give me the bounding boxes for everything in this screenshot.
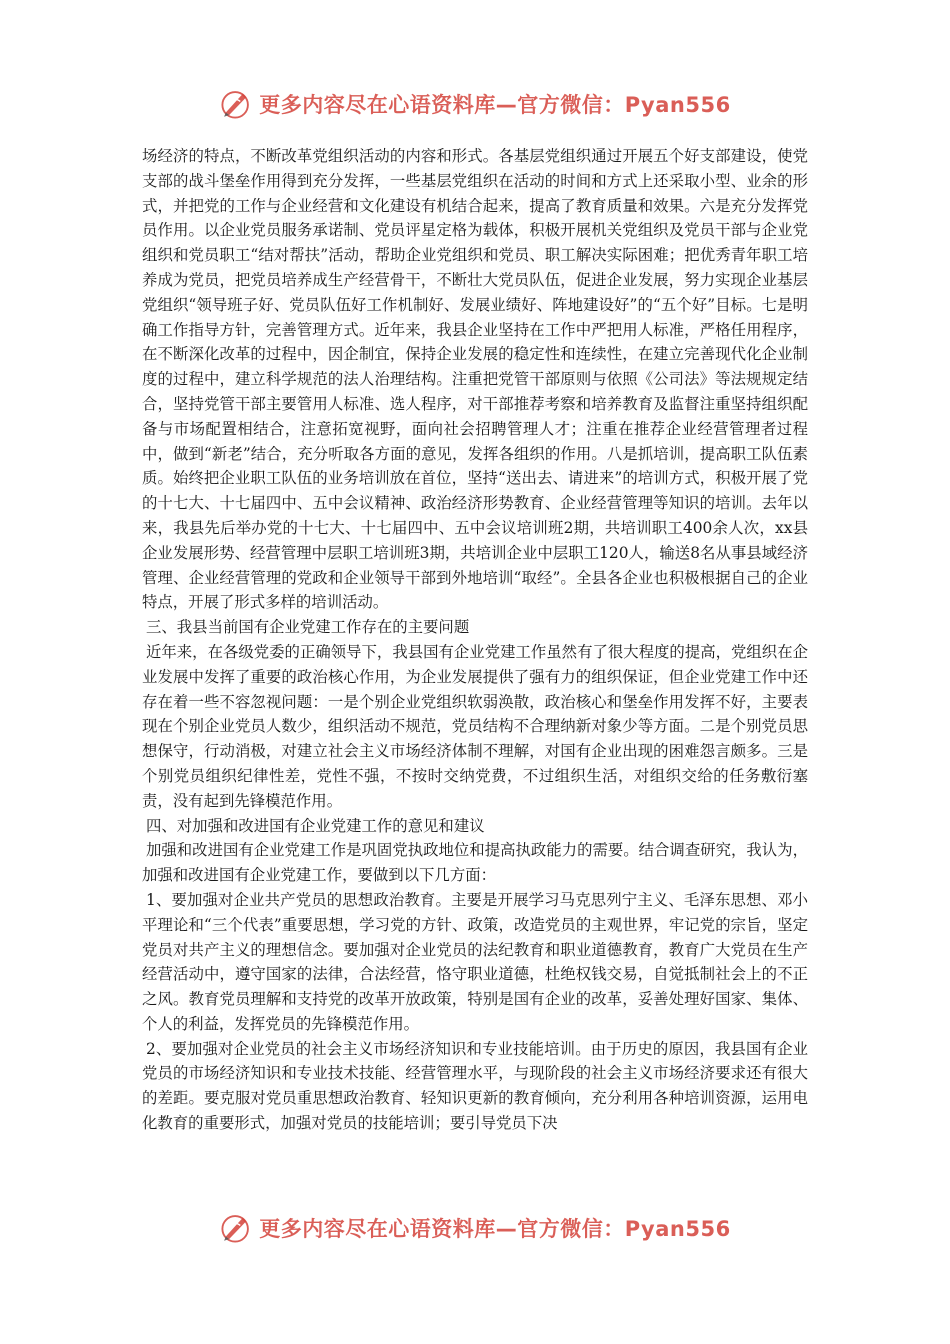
- header-watermark-banner: [0, 84, 950, 124]
- header-watermark-text: 更多内容尽在心语资料库—官方微信：Pyan556: [259, 93, 731, 117]
- section-heading-3: 三、我县当前国有企业党建工作存在的主要问题: [146, 618, 470, 637]
- paragraph-problems: 近年来，在各级党委的正确领导下，我县国有企业党建工作虽然有了很大程度的提高，党组织在企业发展中发挥了重要的政治核心作用，为企业发展提供了强有力的组织保证，但企业党建工作中还存在着一些不容忽视问题：一是个别企业党组织软弱涣散，政治核心和堡垒作用发挥不好，主要表现在个别企业党员人数少，组织活动不规范，党员结构不合理纳新对象少等方面。二是个别党员思想保守，行动消极，对建立社会主义市场经济体制不理解，对国有企业出现的困难怨言颇多。三是个别党员组织纪律性差，党性不强，不按时交纳党费，不过组织生活，对组织交给的任务敷衍塞责，没有起到先锋模范作用。: [142, 642, 808, 810]
- document-body: [142, 144, 808, 1194]
- paragraph-suggestions-intro: 加强和改进国有企业党建工作是巩固党执政地位和提高执政能力的需要。结合调查研究，我认为，加强和改进国有企业党建工作，要做到以下几方面：: [142, 841, 808, 885]
- paragraph-suggestion-1: 1、要加强对企业共产党员的思想政治教育。主要是开展学习马克思列宁主义、毛泽东思想、邓小平理论和“三个代表”重要思想，学习党的方针、政策，改造党员的主观世界，牢记党的宗旨，坚定党员对共产主义的理想信念。要加强对企业党员的法纪教育和职业道德教育，教育广大党员在生产经营活动中，遵守国家的法律，合法经营，恪守职业道德，杜绝权钱交易，自觉抵制社会上的不正之风。教育党员理解和支持党的改革开放政策，特别是国有企业的改革，妥善处理好国家、集体、个人的利益，发挥党员的先锋模范作用。: [142, 890, 808, 1033]
- footer-watermark-banner: [0, 1208, 950, 1248]
- paragraph-continuation: 场经济的特点，不断改革党组织活动的内容和形式。各基层党组织通过开展五个好支部建设，使党支部的战斗堡垒作用得到充分发挥，一些基层党组织在活动的时间和方式上还采取小型、业余的形式，并把党的工作与企业经营和文化建设有机结合起来，提高了教育质量和效果。六是充分发挥党员作用。以企业党员服务承诺制、党员评星定格为载体，积极开展机关党组织及党员干部与企业党组织和党员职工“结对帮扶”活动，帮助企业党组织和党员、职工解决实际困难；把优秀青年职工培养成为党员，把党员培养成生产经营骨干，不断壮大党员队伍，促进企业发展，努力实现企业基层党组织“领导班子好、党员队伍好工作机制好、发展业绩好、阵地建设好”的“五个好”目标。七是明确工作指导方针，完善管理方式。近年来，我县企业坚持在工作中严把用人标准，严格任用程序，在不断深化改革的过程中，因企制宜，保持企业发展的稳定性和连续性，在建立完善现代化企业制度的过程中，建立科学规范的法人治理结构。注重把党管干部原则与依照《公司法》等法规规定结合，坚持党管干部主要管用人标准、选人程序，对干部推荐考察和培养教育及监督注重坚持组织配备与市场配置相结合，注意拓宽视野，面向社会招聘管理人才；注重在推荐企业经营管理者过程中，做到“新老”结合，充分听取各方面的意见，发挥各组织的作用。八是抓培训，提高职工队伍素质。始终把企业职工队伍的业务培训放在首位，坚持“送出去、请进来”的培训方式，积极开展了党的十七大、十七届四中、五中会议精神、政治经济形势教育、企业经营管理等知识的培训。去年以来，我县先后举办党的十七大、十七届四中、五中会议培训班2期，共培训职工400余人次，xx县企业发展形势、经营管理中层职工培训班3期，共培训企业中层职工120人，输送8名从事县域经济管理、企业经营管理的党政和企业领导干部到外地培训“取经”。全县各企业也积极根据自己的企业特点，开展了形式多样的培训活动。: [142, 147, 808, 612]
- pen-logo-icon: [219, 87, 253, 121]
- header-watermark-group: [219, 87, 730, 121]
- pen-logo-icon: [219, 1211, 253, 1245]
- section-heading-4: 四、对加强和改进国有企业党建工作的意见和建议: [146, 816, 485, 835]
- footer-watermark-group: [219, 1211, 730, 1245]
- paragraph-suggestion-2: 2、要加强对企业党员的社会主义市场经济知识和专业技能培训。由于历史的原因，我县国有企业党员的市场经济知识和专业技术技能、经营管理水平，与现阶段的社会主义市场经济要求还有很大的差距。要克服对党员重思想政治教育、轻知识更新的教育倾向，充分利用各种培训资源，运用电化教育的重要形式，加强对党员的技能培训；要引导党员下决: [142, 1039, 808, 1133]
- footer-watermark-text: 更多内容尽在心语资料库—官方微信：Pyan556: [259, 1217, 731, 1241]
